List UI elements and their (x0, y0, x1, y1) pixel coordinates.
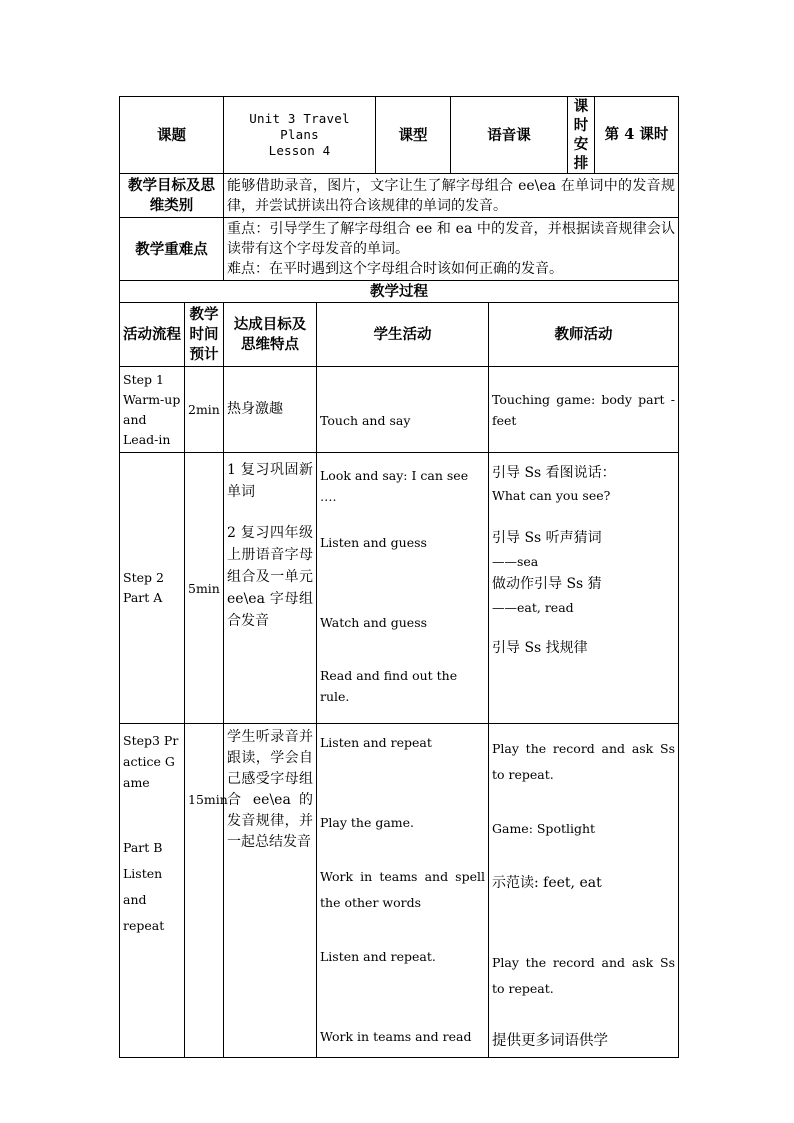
topic-label: 课题 (120, 97, 224, 174)
step-flow: Step 1 Warm-up and Lead-in (120, 367, 185, 453)
step-time: 15min (185, 724, 224, 1058)
step-flow: Step3 Practice Game Part B Listen and repeat (120, 724, 185, 1058)
step-time: 5min (185, 453, 224, 724)
lesson-plan-table (119, 96, 679, 1058)
process-title: 教学过程 (120, 281, 679, 303)
header-row (120, 97, 679, 174)
col-student: 学生活动 (317, 303, 489, 367)
goals-text: 能够借助录音，图片，文字让生了解字母组合 ee\ea 在单词中的发音规律，并尝试拼读出符合该规律的单词的发音。 (224, 174, 679, 218)
step-target: 学生听录音并跟读，学会自己感受字母组合 ee\ea 的发音规律，并一起总结发音 (224, 724, 317, 1058)
key-points-row (120, 218, 679, 281)
lesson-type-value: 语音课 (451, 97, 568, 174)
step-teacher: Touching game: body part - feet (489, 367, 679, 453)
step-student: Listen and repeat Play the game. Work in teams and spell the other words Listen and repeat. Work in teams and read (317, 724, 489, 1058)
step-student: Touch and say (317, 367, 489, 453)
lesson-type-label: 课型 (376, 97, 451, 174)
key-points-label: 教学重难点 (120, 218, 224, 281)
step-target: 热身激趣 (224, 367, 317, 453)
column-header-row (120, 303, 679, 367)
col-flow: 活动流程 (120, 303, 185, 367)
step-teacher: Play the record and ask Ss to repeat. Game: Spotlight 示范读: feet, eat Play the record and ask Ss to repeat. 提供更多词语供学 (489, 724, 679, 1058)
key-points-text (224, 218, 679, 281)
col-teacher: 教师活动 (489, 303, 679, 367)
step-row (120, 724, 679, 1058)
step-row (120, 453, 679, 724)
step-flow: Step 2 Part A (120, 453, 185, 724)
step-row (120, 367, 679, 453)
schedule-value: 第 4 课时 (595, 97, 679, 174)
step-teacher: 引导 Ss 看图说话： What can you see? 引导 Ss 听声猜词 ——sea 做动作引导 Ss 猜 ——eat, read 引导 Ss 找规律 (489, 453, 679, 724)
goals-row (120, 174, 679, 218)
col-time: 教学时间预计 (185, 303, 224, 367)
schedule-label: 课时安排 (568, 97, 595, 174)
step-student: Look and say: I can see …. Listen and guess Watch and guess Read and find out the rule. (317, 453, 489, 724)
step-time: 2min (185, 367, 224, 453)
focus-text: 重点：引导学生了解字母组合 ee 和 ea 中的发音，并根据读音规律会认读带有这个字母发音的单词。 (227, 221, 675, 257)
step-target: 1 复习巩固新单词 2 复习四年级上册语音字母组合及一单元 ee\ea 字母组合发音 (224, 453, 317, 724)
process-title-row (120, 281, 679, 303)
goals-label: 教学目标及思维类别 (120, 174, 224, 218)
topic-value: Unit 3 Travel Plans Lesson 4 (224, 97, 376, 174)
col-target: 达成目标及思维特点 (224, 303, 317, 367)
difficulty-text: 难点：在平时遇到这个字母组合时该如何正确的发音。 (227, 261, 563, 277)
